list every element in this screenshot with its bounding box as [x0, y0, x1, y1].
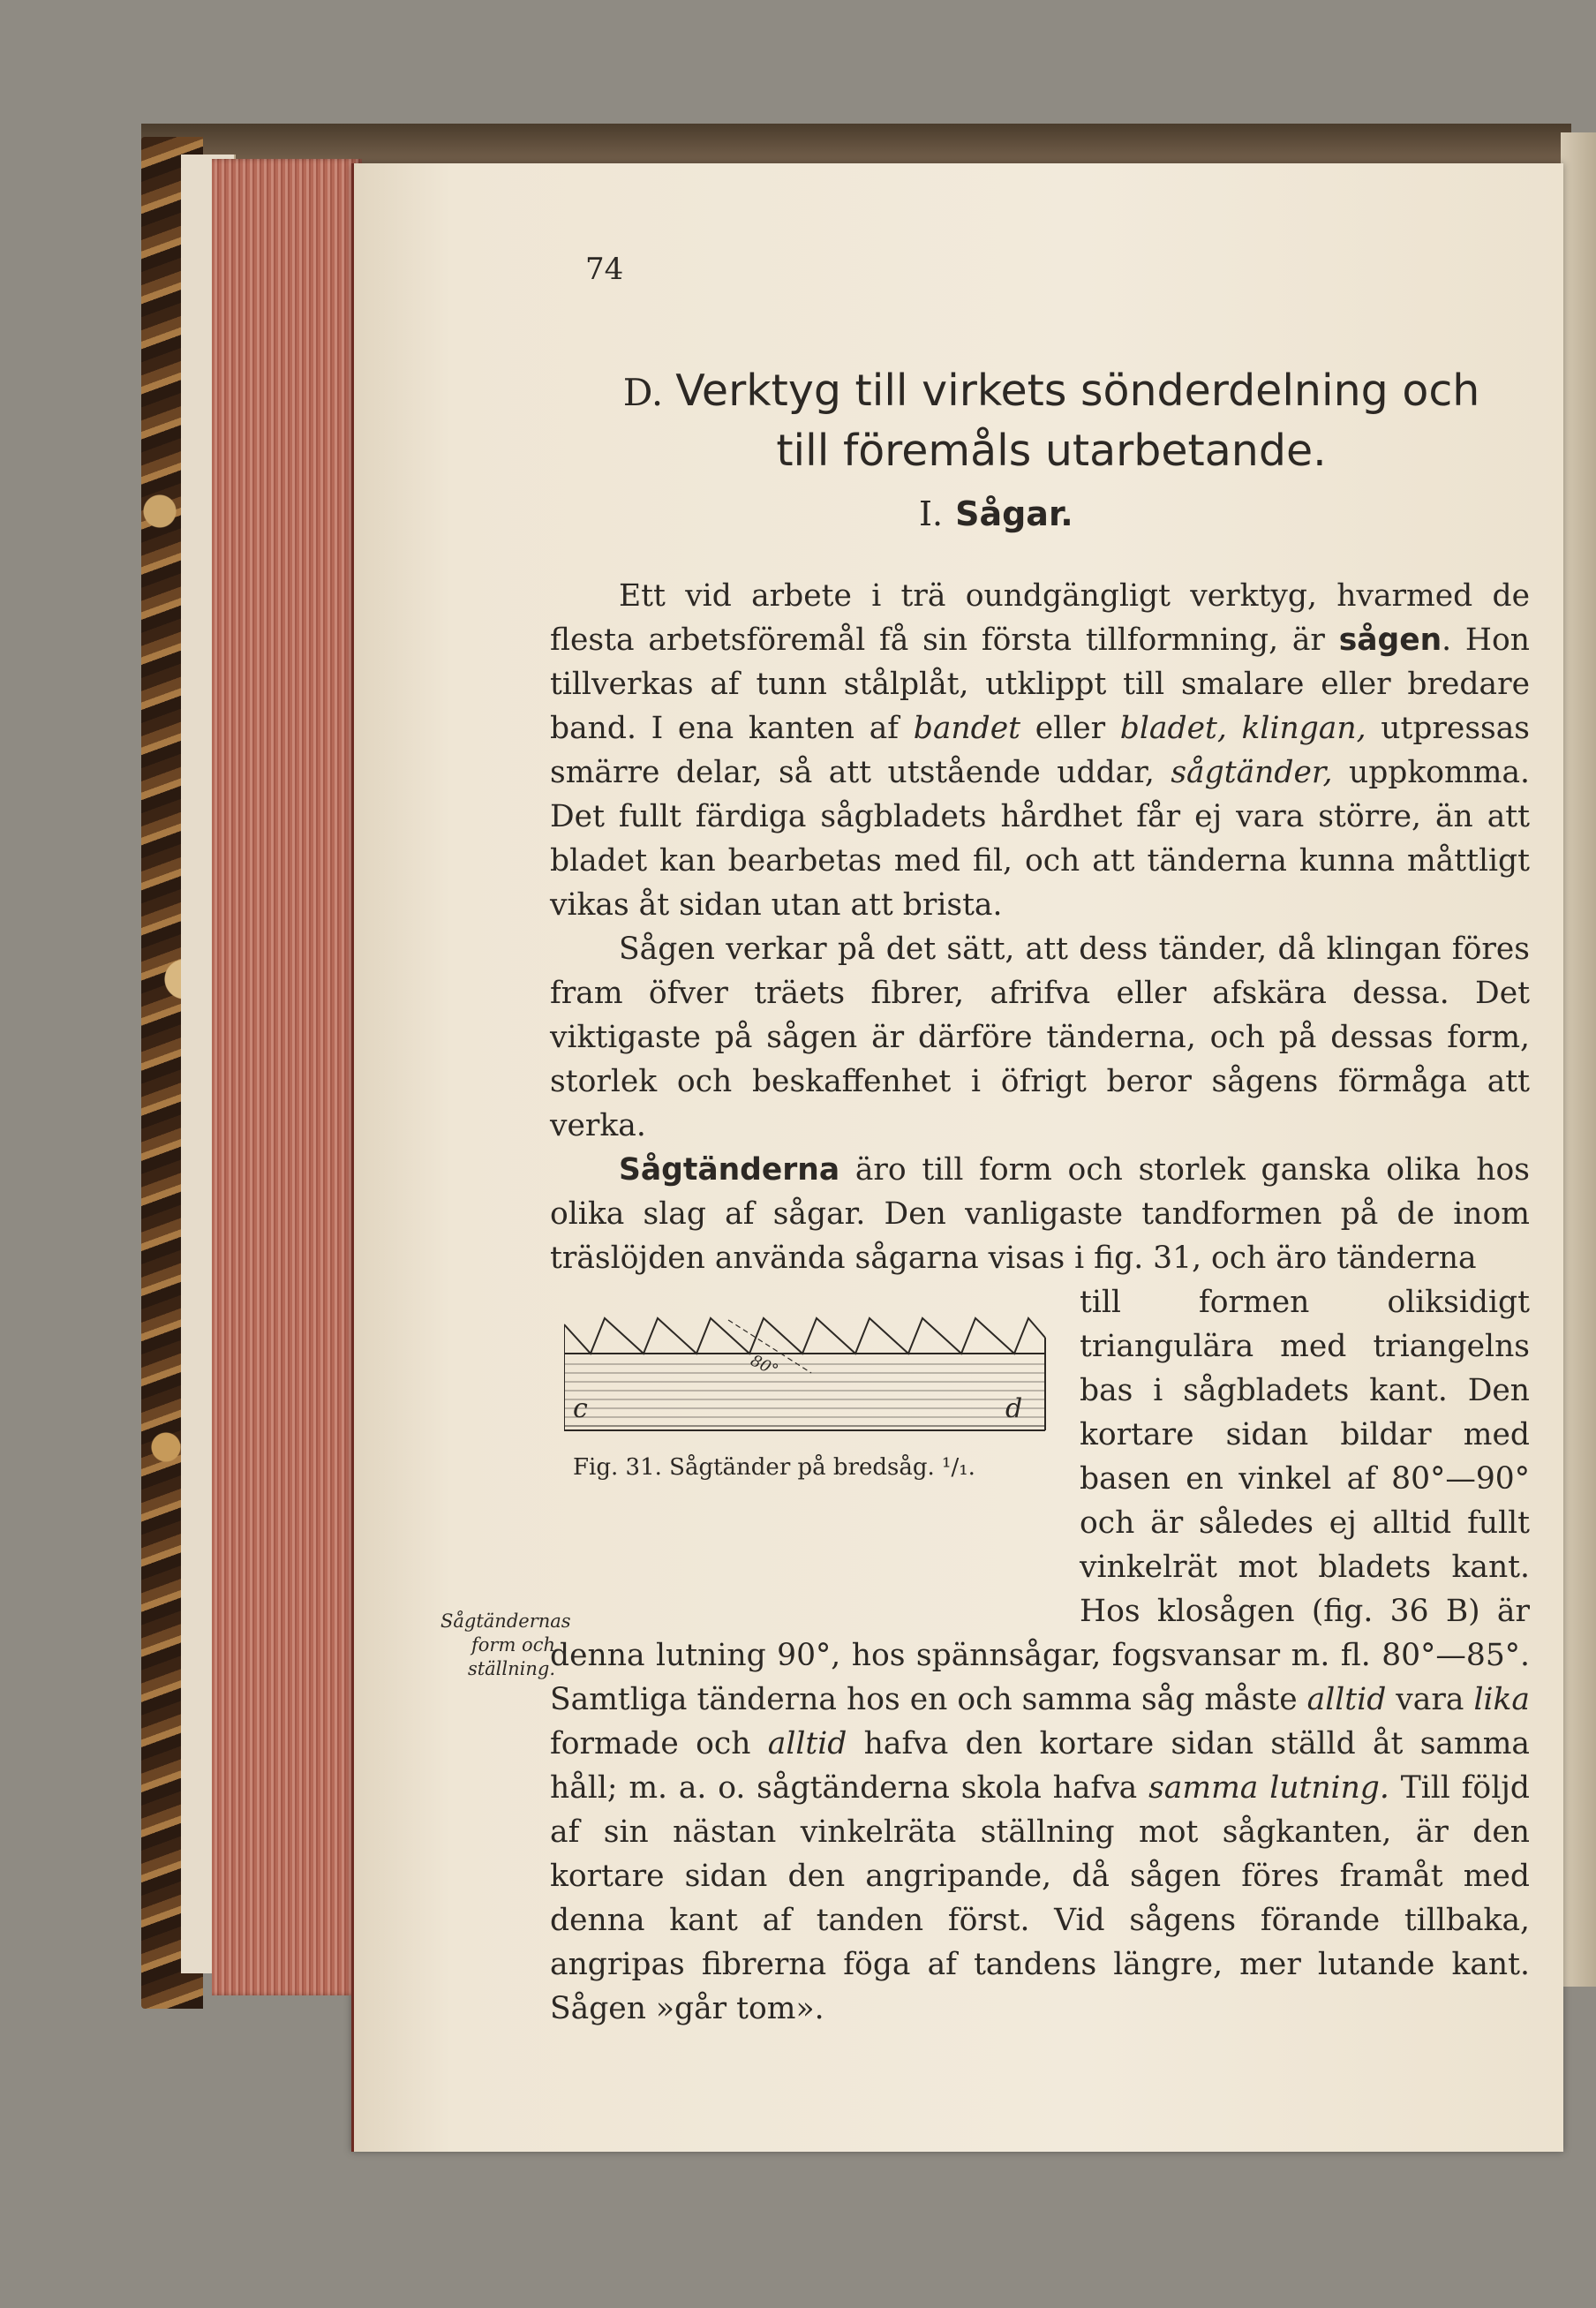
p1-text-b: . Hon tillverkas af tunn stålplåt, utklippt till smalare eller bredare band. I ena kanten af — [550, 622, 1530, 746]
p1-bold-sagen: sågen — [1338, 622, 1442, 658]
heading-line-1: Verktyg till virkets sönderdelning och — [675, 366, 1480, 416]
margin-note: Sågtändernas form och ställning. — [440, 1610, 571, 1679]
figure-caption: Fig. 31. Sågtänder på bredsåg. ¹/₁. — [573, 1454, 975, 1481]
p1-text-e: uppkomma. Det fullt färdiga sågbladets hårdhet får ej vara större, än att bladet kan bearbetas med fil, och att tänderna kunna måttligt vikas åt sidan utan att brista. — [550, 755, 1530, 923]
paragraph-2: Sågen verkar på det sätt, att dess tänder, då klingan föres fram öfver träets fibrer, afrifva eller afskära dessa. Det viktigaste på sågen är därföre tänderna, och på dessas form, storlek och beskaffenhet i öfrigt beror sågens förmåga att verka. — [550, 931, 1530, 1143]
page-edges — [212, 159, 362, 1995]
p3-side-text: till formen oliksidigt triangulära med triangelns bas i sågbladets kant. Den kortare sidan bildar med basen en vinkel af 80°—90° och är således ej alltid fullt vinkelrät mot bladets kant. Hos klosågen (fig. 36 B) är denna lutning 90°, hos spännsågar, fogsvansar m. fl. 80°—85°. Samtliga tänderna hos en och samma såg måste — [550, 1285, 1530, 1717]
section-number: I. — [919, 494, 944, 533]
page-number: 74 — [585, 252, 624, 287]
p3-italic-alltid-1: alltid — [1306, 1682, 1387, 1717]
p1-text-c: eller — [1020, 711, 1120, 746]
p3-text-c: formade och — [550, 1726, 768, 1761]
p3-italic-samma-lutning: samma lutning. — [1148, 1770, 1389, 1806]
p1-italic-sagtander: sågtänder, — [1171, 755, 1333, 790]
chapter-heading — [566, 362, 1537, 480]
p3-italic-alltid-2: alltid — [767, 1726, 847, 1761]
p3-text-a: äro till form och storlek ganska olika hos olika slag af sågar. Den vanligaste tandformen på de inom träslöjden använda sågarna visas i fig. 31, och äro tänderna — [550, 1152, 1530, 1276]
heading-letter: D. — [622, 371, 664, 414]
section-heading — [919, 494, 1073, 533]
paragraph-3-continued — [550, 1280, 1530, 2031]
p3-italic-lika: lika — [1473, 1682, 1530, 1717]
figure-angle-label: 80° — [747, 1351, 781, 1381]
p3-text-b: vara — [1386, 1682, 1474, 1717]
p1-text-a: Ett vid arbete i trä oundgängligt verktyg, hvarmed de flesta arbetsföremål få sin första tillformning, är — [550, 578, 1530, 658]
p3-bold-sagtanderna: Sågtänderna — [619, 1152, 840, 1188]
facing-page-edge — [1561, 132, 1596, 1987]
p3-text-d: hafva den kortare sidan ställd åt samma håll; m. a. o. sågtänderna skola hafva — [550, 1726, 1530, 1806]
p1-italic-bandet: bandet — [913, 711, 1021, 746]
p1-italic-bladet: bladet, klingan, — [1119, 711, 1366, 746]
p3-text-e: Till följd af sin nästan vinkelräta ställning mot sågkanten, är den kortare sidan den angripande, då sågen föres framåt med denna kant af tanden först. Vid sågens förande tillbaka, angripas fibrerna föga af tandens längre, mer lutande kant. Sågen »går tom». — [550, 1770, 1531, 2026]
paragraph-3-intro — [550, 1148, 1530, 1280]
figure-label-d: d — [1005, 1393, 1023, 1424]
paragraph-1 — [550, 574, 1530, 927]
heading-line-2: till föremåls utarbetande. — [776, 426, 1327, 476]
p1-text-d: utpressas smärre delar, så att utstående uddar, — [550, 711, 1530, 790]
figure-label-c: c — [573, 1393, 588, 1424]
book-page — [351, 163, 1563, 2152]
section-title: Sågar. — [955, 494, 1073, 533]
figure-float-space — [550, 1280, 1080, 1616]
